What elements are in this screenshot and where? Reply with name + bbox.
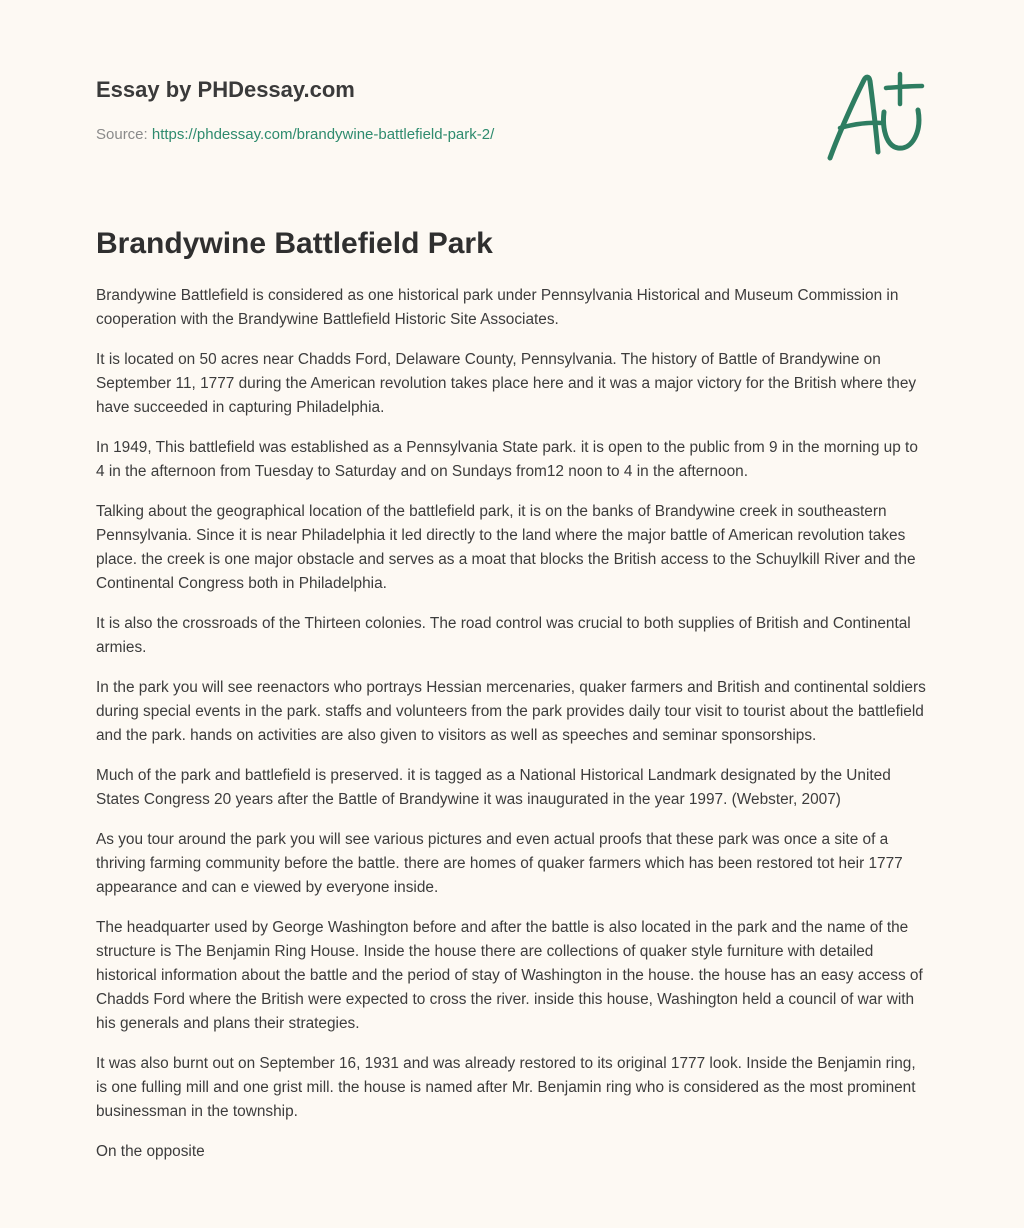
article-paragraph: Much of the park and battlefield is preserved. it is tagged as a National Historical Landmark designated by the United States Congress 20 years after the Battle of Brandywine it was inaugurated in the year 1997. (Webster, 2007) bbox=[96, 767, 891, 808]
article-title: Brandywine Battlefield Park bbox=[96, 227, 493, 260]
source-line bbox=[96, 124, 816, 146]
article-paragraph: As you tour around the park you will see various pictures and even actual proofs that these park was once a site of a thriving farming community before the battle. there are homes of quaker farmers which has been restored tot heir 1777 appearance and can e viewed by everyone inside. bbox=[96, 831, 903, 896]
source-link[interactable]: https://phdessay.com/brandywine-battlefield-park-2/ bbox=[151, 126, 495, 143]
page-header bbox=[96, 72, 816, 146]
article-paragraph: It was also burnt out on September 16, 1931 and was already restored to its original 1777 look. Inside the Benjamin ring, is one fulling mill and one grist mill. the house is named after Mr. Benjamin ring who is considered as the most prominent businessman in the township. bbox=[96, 1055, 916, 1120]
article-paragraph: It is also the crossroads of the Thirteen colonies. The road control was crucial to both supplies of British and Continental armies. bbox=[96, 615, 911, 656]
article-paragraph: It is located on 50 acres near Chadds Ford, Delaware County, Pennsylvania. The history of Battle of Brandywine on September 11, 1777 during the American revolution takes place here and it was a major victory for the British where they have succeeded in capturing Philadelphia. bbox=[96, 351, 917, 416]
article-paragraph: On the opposite bbox=[96, 1143, 205, 1160]
article-paragraph: Brandywine Battlefield is considered as one historical park under Pennsylvania Historical and Museum Commission in cooperation with the Brandywine Battlefield Historic Site Associates. bbox=[96, 287, 899, 328]
a-plus-logo-icon bbox=[820, 66, 930, 166]
article-paragraph: In 1949, This battlefield was established as a Pennsylvania State park. it is open to the public from 9 in the morning up to 4 in the afternoon from Tuesday to Saturday and on Sundays from12 noon to 4 in the afternoon. bbox=[96, 439, 918, 480]
article-paragraph: The headquarter used by George Washington before and after the battle is also located in the park and the name of the structure is The Benjamin Ring House. Inside the house there are collections of quaker style furniture with detailed historical information about the battle and the period of stay of Washington in the house. the house has an easy access of Chadds Ford where the British were expected to cross the river. inside this house, Washington held a council of war with his generals and plans their strategies. bbox=[96, 919, 923, 1032]
article bbox=[96, 222, 930, 1180]
article-paragraph: In the park you will see reenactors who portrays Hessian mercenaries, quaker farmers and British and continental soldiers during special events in the park. staffs and volunteers from the park provides daily tour visit to tourist about the battlefield and the park. hands on activities are also given to visitors as well as speeches and seminar sponsorships. bbox=[96, 679, 926, 744]
source-label: Source: bbox=[96, 126, 152, 143]
site-title: Essay by PHDessay.com bbox=[96, 77, 355, 102]
article-paragraph: Talking about the geographical location of the battlefield park, it is on the banks of Brandywine creek in southeastern Pennsylvania. Since it is near Philadelphia it led directly to the land where the major battle of American revolution takes place. the creek is one major obstacle and serves as a moat that blocks the British access to the Schuylkill River and the Continental Congress both in Philadelphia. bbox=[96, 503, 916, 592]
